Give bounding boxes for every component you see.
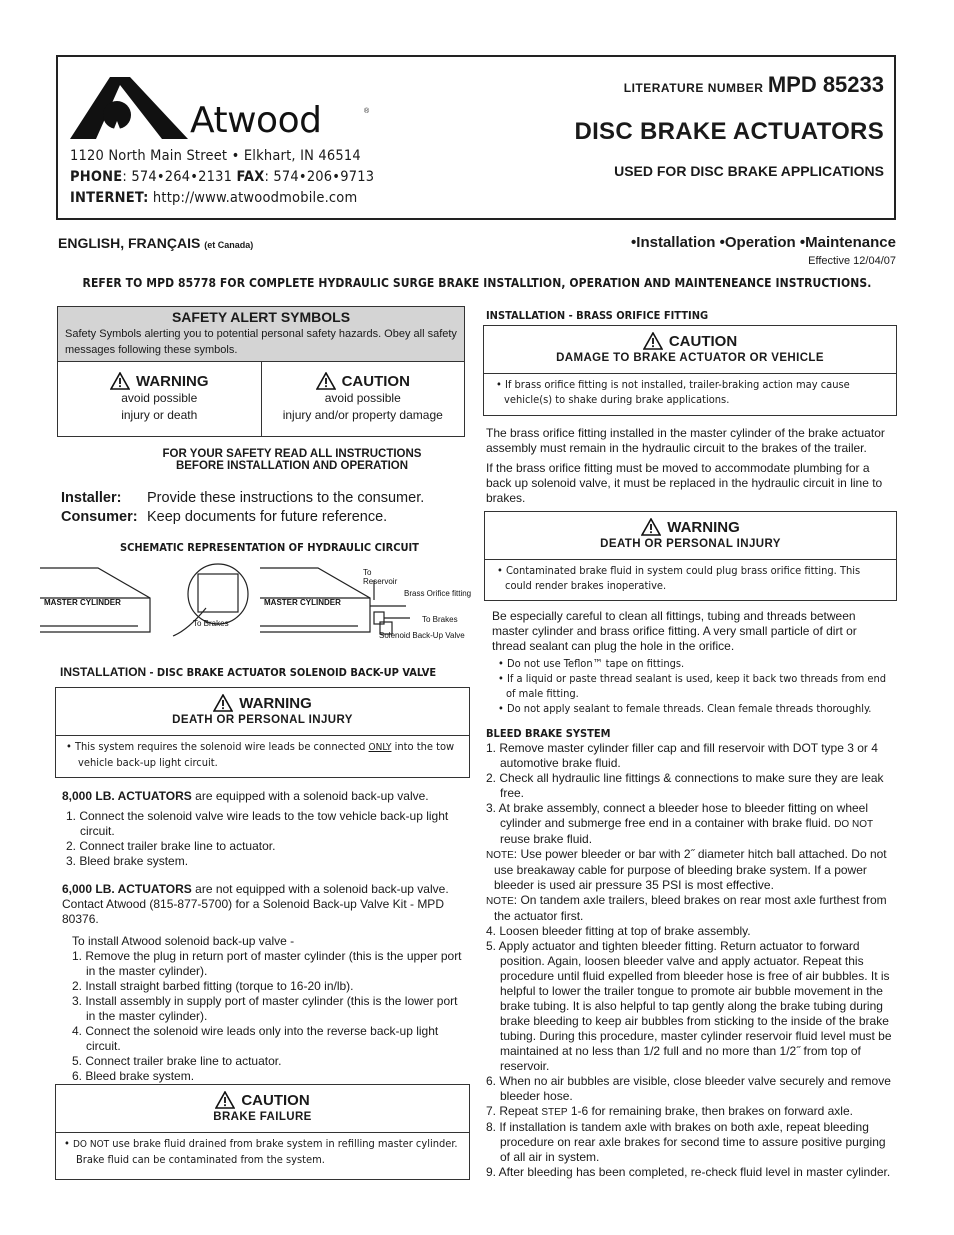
brass-p3: Be especially careful to clean all fittings, tubing and threads between master cylinder and brass orifice fitting. A very small particle of dirt or thread sealant can plug the hole in the orifice.: [492, 609, 857, 653]
warning-triangle-icon: [641, 518, 661, 536]
install-warning-text: • This system requires the solenoid wire leads be connected ONLY into the tow vehicle back-up light circuit.: [66, 740, 455, 769]
consumer-line: Consumer: Keep documents for future reference.: [61, 509, 388, 525]
phone-line: PHONE: 574•264•2131 FAX: 574•206•9713: [70, 169, 375, 185]
schematic-label-brakes-1: To Brakes: [193, 619, 229, 628]
installer-line: Installer: Provide these instructions to the consumer.: [61, 490, 425, 506]
brand-name: Atwood: [190, 100, 322, 141]
schematic-label-master-1: MASTER CYLINDER: [44, 598, 121, 607]
schematic-label-reservoir-2: Reservoir: [363, 577, 398, 586]
brass-warning-box: WARNING DEATH OR PERSONAL INJURY • Contaminated brake fluid in system could plug brass orifice fitting. This could render brakes inoperative.: [484, 511, 897, 601]
caution-triangle-icon: [316, 372, 336, 390]
literature-number: LITERATURE NUMBER MPD 85233: [623, 72, 884, 97]
effective-date: Effective 12/04/07: [808, 255, 896, 267]
brass-heading: INSTALLATION - BRASS ORIFICE FITTING: [486, 309, 709, 322]
list-item: 9. After bleeding has been completed, re-check fluid level in master cylinder.: [486, 1165, 891, 1179]
actuators-8000: 8,000 LB. ACTUATORS are equipped with a solenoid back-up valve.: [62, 789, 429, 803]
note-1: NOTE: Use power bleeder or bar with 2˝ diameter hitch ball attached. Do not use breakaway cable for purpose of bleeding brake system. If a power bleeder is used air pressure 35 PSI is most effective.: [486, 847, 887, 892]
list-item: 1. Connect the solenoid valve wire leads to the tow vehicle back-up light circuit.: [66, 809, 449, 838]
list-item: 6. Bleed brake system.: [72, 1069, 195, 1083]
hydraulic-schematic: [38, 560, 478, 646]
list-item: 2. Install straight barbed fitting (torque to 16-20 in/lb).: [72, 979, 354, 993]
warning-triangle-icon: [213, 694, 233, 712]
schematic-label-brass: Brass Orifice fitting: [404, 589, 472, 598]
brass-caution-box: CAUTION DAMAGE TO BRAKE ACTUATOR OR VEHICLE • If brass orifice fitting is not installed, trailer-braking action may cause vehicle(s) to shake during brake applications.: [483, 325, 897, 416]
atwood-logo-icon: [70, 75, 190, 141]
caution-col: CAUTION avoid possible injury and/or property damage: [261, 362, 465, 436]
caution-triangle-icon: [643, 332, 663, 350]
install-warning-box: WARNING DEATH OR PERSONAL INJURY • This system requires the solenoid wire leads be connected ONLY into the tow vehicle back-up light circuit.: [55, 687, 470, 778]
brass-bullets: [496, 656, 892, 716]
note-2: NOTE: On tandem axle trailers, bleed brakes on rear most axle furthest from the actuator first.: [486, 893, 887, 923]
list-item: 4. Loosen bleeder fitting at top of brake assembly.: [486, 924, 751, 938]
list-item: 2. Check all hydraulic line fittings & connections to make sure they are leak free.: [486, 771, 884, 800]
warning-col: WARNING avoid possible injury or death: [58, 362, 261, 436]
schematic-label-master-2: MASTER CYLINDER: [264, 598, 341, 607]
brake-failure-caution-box: CAUTION BRAKE FAILURE • DO NOT use brake fluid drained from brake system in refilling master cylinder. Brake fluid can be contaminated from the system.: [55, 1084, 470, 1180]
safety-desc: Safety Symbols alerting you to potential personal safety hazards. Obey all safety messages following these symbols.: [65, 328, 457, 356]
schematic-label-solenoid: Solenoid Back-Up Valve: [379, 631, 465, 640]
languages: ENGLISH, FRANÇAIS (et Canada): [58, 235, 254, 251]
list-item: 2. Connect trailer brake line to actuator.: [66, 839, 276, 853]
address-block: [70, 146, 374, 209]
refer-note: REFER TO MPD 85778 FOR COMPLETE HYDRAULIC SURGE BRAKE INSTALLTION, OPERATION AND MAINTENEANCE INSTRUCTIONS.: [82, 276, 872, 290]
internet-line: INTERNET: http://www.atwoodmobile.com: [70, 190, 358, 206]
brass-caution-text: • If brass orifice fitting is not installed, trailer-braking action may cause vehicle(s) to shake during brake applications.: [496, 378, 850, 406]
safety-title: SAFETY ALERT SYMBOLS: [171, 309, 351, 325]
list-item: 4. Connect the solenoid wire leads only into the reverse back-up light circuit.: [72, 1024, 439, 1053]
steps-6000: [72, 949, 468, 1084]
list-item: 1. Remove the plug in return port of master cylinder (this is the upper port in the master cylinder).: [72, 949, 462, 978]
list-item: 8. If installation is tandem axle with brakes on both axle, repeat bleeding procedure on rear axle brakes for second time to assure positive purging of all air in system.: [486, 1120, 886, 1164]
schematic-label-brakes-2: To Brakes: [422, 615, 458, 624]
read-instructions: FOR YOUR SAFETY READ ALL INSTRUCTIONS BEFORE INSTALLATION AND OPERATION: [162, 448, 422, 472]
caution-triangle-icon: [215, 1091, 235, 1109]
install-heading: INSTALLATION - DISC BRAKE ACTUATOR SOLENOID BACK-UP VALVE: [60, 665, 437, 679]
list-item: 5. Apply actuator and tighten bleeder fitting. Return actuator to forward position. Again, loosen bleeder valve and apply actuator. Repeat this procedure until fluid expelled from bleeder hose is free of air bubbles. It is helpful to lower the trailer tongue to promote air bubble movement in the brake tubing. It is also helpful to tap gently along the brake tubing during brake bleeding to keep air bubbles from sticking to the inside of the brake tubing. During this procedure, master cylinder reservoir fluid level must be maintained at no less than 1/2 full and no more than 1/2˝ from top of reservoir.: [486, 939, 892, 1073]
brake-failure-text: • DO NOT use brake fluid drained from brake system in refilling master cylinder. Brake fluid can be contaminated from the system.: [64, 1137, 458, 1166]
schematic-label-reservoir-1: To: [363, 568, 372, 577]
list-item: 3. Install assembly in supply port of master cylinder (this is the lower port in the master cylinder).: [72, 994, 458, 1023]
list-item: 7. Repeat STEP 1-6 for remaining brake, then brakes on forward axle.: [486, 1104, 853, 1118]
bleed-heading: BLEED BRAKE SYSTEM: [486, 727, 611, 740]
list-item: 3. Bleed brake system.: [66, 854, 189, 868]
page-subtitle: USED FOR DISC BRAKE APPLICATIONS: [614, 163, 884, 179]
list-item: 3. At brake assembly, connect a bleeder hose to bleeder fitting on wheel cylinder and submerge free end in a container with brake fluid. DO NOT reuse brake fluid.: [486, 801, 874, 846]
list-item: • If a liquid or paste thread sealant is used, keep it back two threads from end of male fitting.: [498, 672, 887, 700]
bleed-steps: [486, 741, 896, 1180]
list-item: • Do not apply sealant to female threads. Clean female threads thoroughly.: [498, 702, 872, 715]
brass-p1: The brass orifice fitting installed in the master cylinder of the brake actuator assembly must remain in the hydraulic circuit to the brakes of the trailer.: [486, 426, 885, 455]
operations-line: •Installation •Operation •Maintenance: [631, 234, 896, 251]
address: 1120 North Main Street • Elkhart, IN 46514: [70, 148, 361, 164]
to-install: To install Atwood solenoid back-up valve -: [72, 934, 295, 948]
actuators-6000: 6,000 LB. ACTUATORS are not equipped with a solenoid back-up valve. Contact Atwood (815-877-5700) for a Solenoid Back-up Valve Kit - MPD 80376.: [62, 882, 449, 926]
list-item: 6. When no air bubbles are visible, close bleeder valve securely and remove bleeder hose.: [486, 1074, 891, 1103]
registered-mark: ®: [364, 108, 370, 115]
brass-p2: If the brass orifice fitting must be moved to accommodate plumbing for a back up solenoid valve, it must be replaced in the hydraulic circuit in line to brakes.: [486, 461, 883, 505]
steps-8000: [66, 809, 466, 869]
list-item: 1. Remove master cylinder filler cap and fill reservoir with DOT type 3 or 4 automotive brake fluid.: [486, 741, 878, 770]
brass-warning-text: • Contaminated brake fluid in system could plug brass orifice fitting. This could render brakes inoperative.: [497, 564, 861, 592]
list-item: • Do not use Teflon™ tape on fittings.: [498, 657, 685, 670]
safety-alert-box: [57, 306, 465, 437]
schematic-title: SCHEMATIC REPRESENTATION OF HYDRAULIC CIRCUIT: [120, 541, 419, 554]
list-item: 5. Connect trailer brake line to actuator.: [72, 1054, 282, 1068]
page-title: DISC BRAKE ACTUATORS: [574, 118, 884, 145]
warning-triangle-icon: [110, 372, 130, 390]
